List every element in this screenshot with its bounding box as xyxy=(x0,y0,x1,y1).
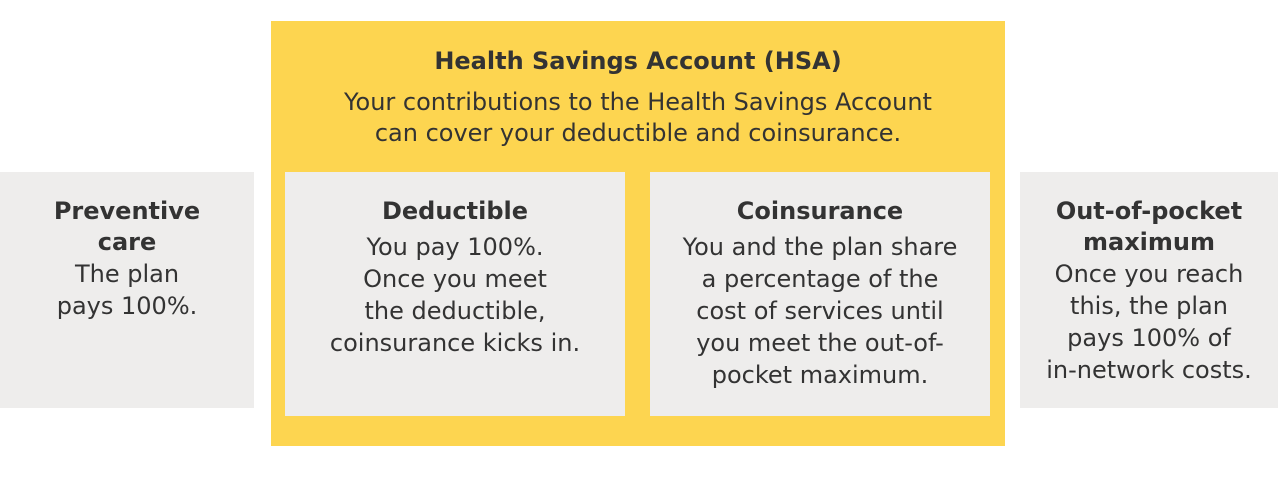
coinsurance-box xyxy=(650,172,990,416)
preventive-care-body: The plan pays 100%. xyxy=(56,260,198,320)
deductible-box xyxy=(285,172,625,416)
out-of-pocket-box xyxy=(1020,172,1278,408)
preventive-care-box xyxy=(0,172,254,408)
coinsurance-title: Coinsurance xyxy=(736,197,904,225)
out-of-pocket-body: Once you reach this, the plan pays 100% of in-network costs. xyxy=(1046,260,1252,384)
preventive-care-title: Preventive care xyxy=(53,197,201,256)
out-of-pocket-title: Out-of-pocket maximum xyxy=(1055,197,1243,256)
coinsurance-body: You and the plan share a percentage of the cost of services until you meet the out-of- pocket maximum. xyxy=(682,233,958,389)
deductible-title: Deductible xyxy=(381,197,529,225)
hsa-description: Your contributions to the Health Savings Account can cover your deductible and coinsurance. xyxy=(344,88,932,147)
hsa-title: Health Savings Account (HSA) xyxy=(434,47,842,75)
deductible-body: You pay 100%. Once you meet the deductible, coinsurance kicks in. xyxy=(329,233,581,357)
